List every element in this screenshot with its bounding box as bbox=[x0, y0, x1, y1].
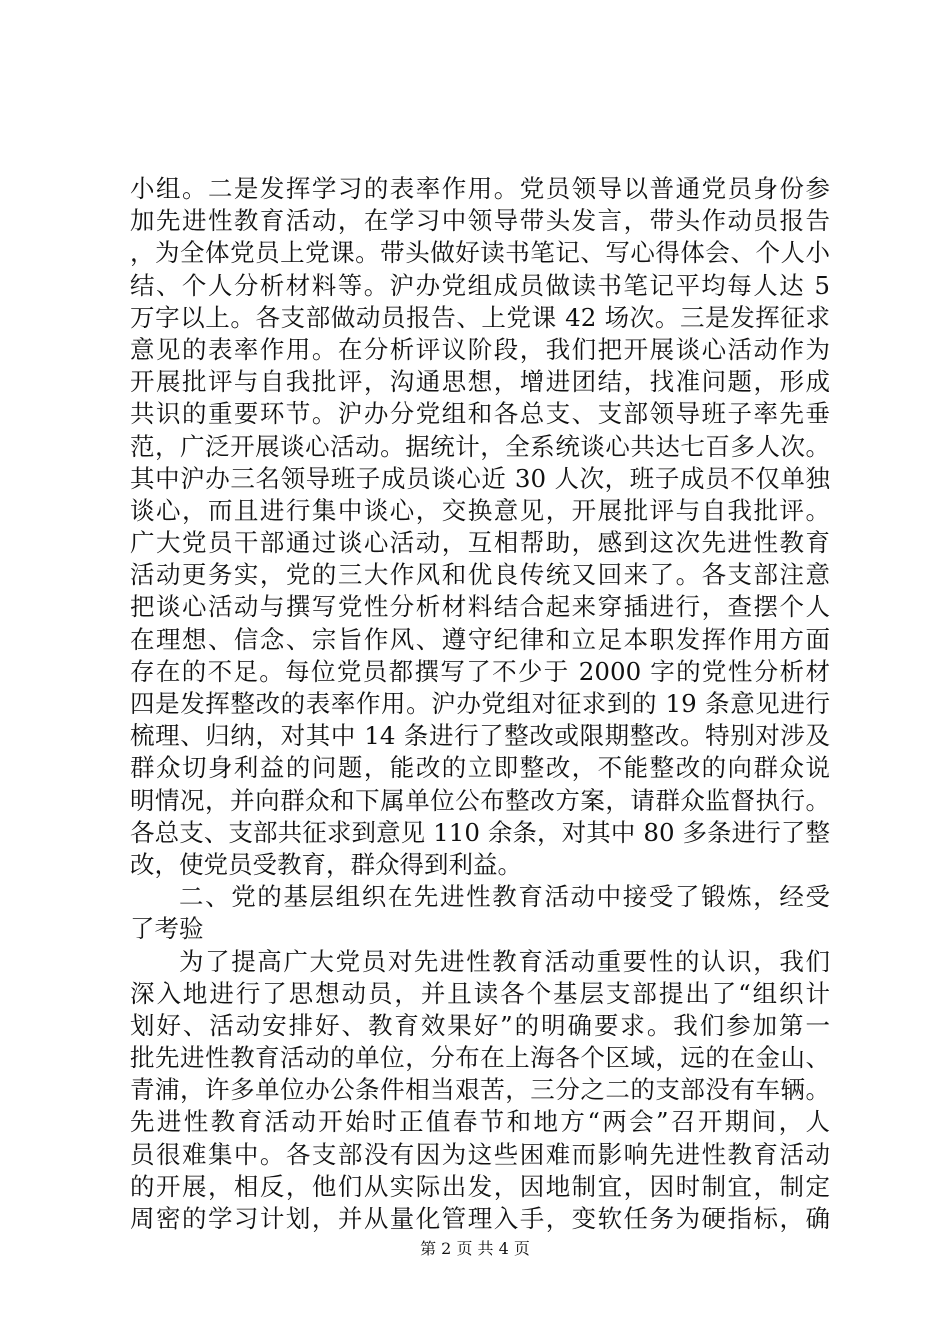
text-line: 员很难集中。各支部没有因为这些困难而影响先进性教育活动 bbox=[130, 1139, 830, 1169]
text-line: 把谈心活动与撰写党性分析材料结合起来穿插进行，查摆个人 bbox=[130, 592, 830, 622]
text-line: 在理想、信念、宗旨作风、遵守纪律和立足本职发挥作用方面 bbox=[130, 624, 830, 654]
text-line: 万字以上。各支部做动员报告、上党课 42 场次。三是发挥征求 bbox=[130, 302, 830, 332]
page-footer: 第 2 页 共 4 页 bbox=[420, 1239, 530, 1258]
body-text bbox=[130, 173, 830, 1235]
text-line: 共识的重要环节。沪办分党组和各总支、支部领导班子率先垂 bbox=[130, 399, 830, 429]
text-line: ，为全体党员上党课。带头做好读书笔记、写心得体会、个人小 bbox=[130, 238, 830, 268]
text-line: 活动更务实，党的三大作风和优良传统又回来了。各支部注意 bbox=[130, 560, 830, 590]
text-line: 开展批评与自我批评，沟通思想，增进团结，找准问题，形成 bbox=[130, 367, 830, 397]
text-line: 存在的不足。每位党员都撰写了不少于 2000 字的党性分析材 bbox=[130, 656, 830, 686]
text-line: 范，广泛开展谈心活动。据统计，全系统谈心共达七百多人次。 bbox=[130, 431, 830, 461]
text-line: 青浦，许多单位办公条件相当艰苦，三分之二的支部没有车辆。 bbox=[130, 1075, 830, 1105]
text-line: 深入地进行了思想动员，并且读各个基层支部提出了“组织计 bbox=[130, 978, 830, 1008]
text-line: 先进性教育活动开始时正值春节和地方“两会”召开期间，人 bbox=[130, 1107, 830, 1137]
text-line: 周密的学习计划，并从量化管理入手，变软任务为硬指标，确 bbox=[130, 1204, 830, 1233]
text-line: 意见的表率作用。在分析评议阶段，我们把开展谈心活动作为 bbox=[130, 334, 830, 364]
text-line: 加先进性教育活动，在学习中领导带头发言，带头作动员报告 bbox=[130, 206, 830, 236]
text-line: 小组。二是发挥学习的表率作用。党员领导以普通党员身份参 bbox=[130, 174, 830, 203]
text-line: 的开展，相反，他们从实际出发，因地制宜，因时制宜，制定 bbox=[130, 1171, 830, 1201]
text-line: 谈心，而且进行集中谈心，交换意见，开展批评与自我批评。 bbox=[130, 495, 830, 525]
text-line: 梳理、归纳，对其中 14 条进行了整改或限期整改。特别对涉及 bbox=[130, 721, 830, 751]
text-line: 四是发挥整改的表率作用。沪办党组对征求到的 19 条意见进行 bbox=[130, 689, 830, 718]
text-line: 划好、活动安排好、教育效果好”的明确要求。我们参加第一 bbox=[130, 1010, 830, 1040]
text-line: 结、个人分析材料等。沪办党组成员做读书笔记平均每人达 5 bbox=[130, 270, 830, 300]
text-line: 广大党员干部通过谈心活动，互相帮助，感到这次先进性教育 bbox=[130, 528, 830, 558]
text-line: 改，使党员受教育，群众得到利益。 bbox=[130, 849, 522, 879]
text-line: 明情况，并向群众和下属单位公布整改方案，请群众监督执行。 bbox=[130, 785, 830, 815]
text-line: 二、党的基层组织在先进性教育活动中接受了锻炼，经受 bbox=[179, 882, 830, 912]
text-line: 各总支、支部共征求到意见 110 余条，对其中 80 多条进行了整 bbox=[130, 817, 830, 847]
text-line: 群众切身利益的问题，能改的立即整改，不能整改的向群众说 bbox=[130, 753, 830, 783]
text-line: 批先进性教育活动的单位，分布在上海各个区域，远的在金山、 bbox=[130, 1043, 830, 1073]
text-line: 了考验 bbox=[130, 914, 204, 944]
text-line: 为了提高广大党员对先进性教育活动重要性的认识，我们 bbox=[179, 946, 830, 976]
text-line: 其中沪办三名领导班子成员谈心近 30 人次，班子成员不仅单独 bbox=[130, 463, 830, 493]
